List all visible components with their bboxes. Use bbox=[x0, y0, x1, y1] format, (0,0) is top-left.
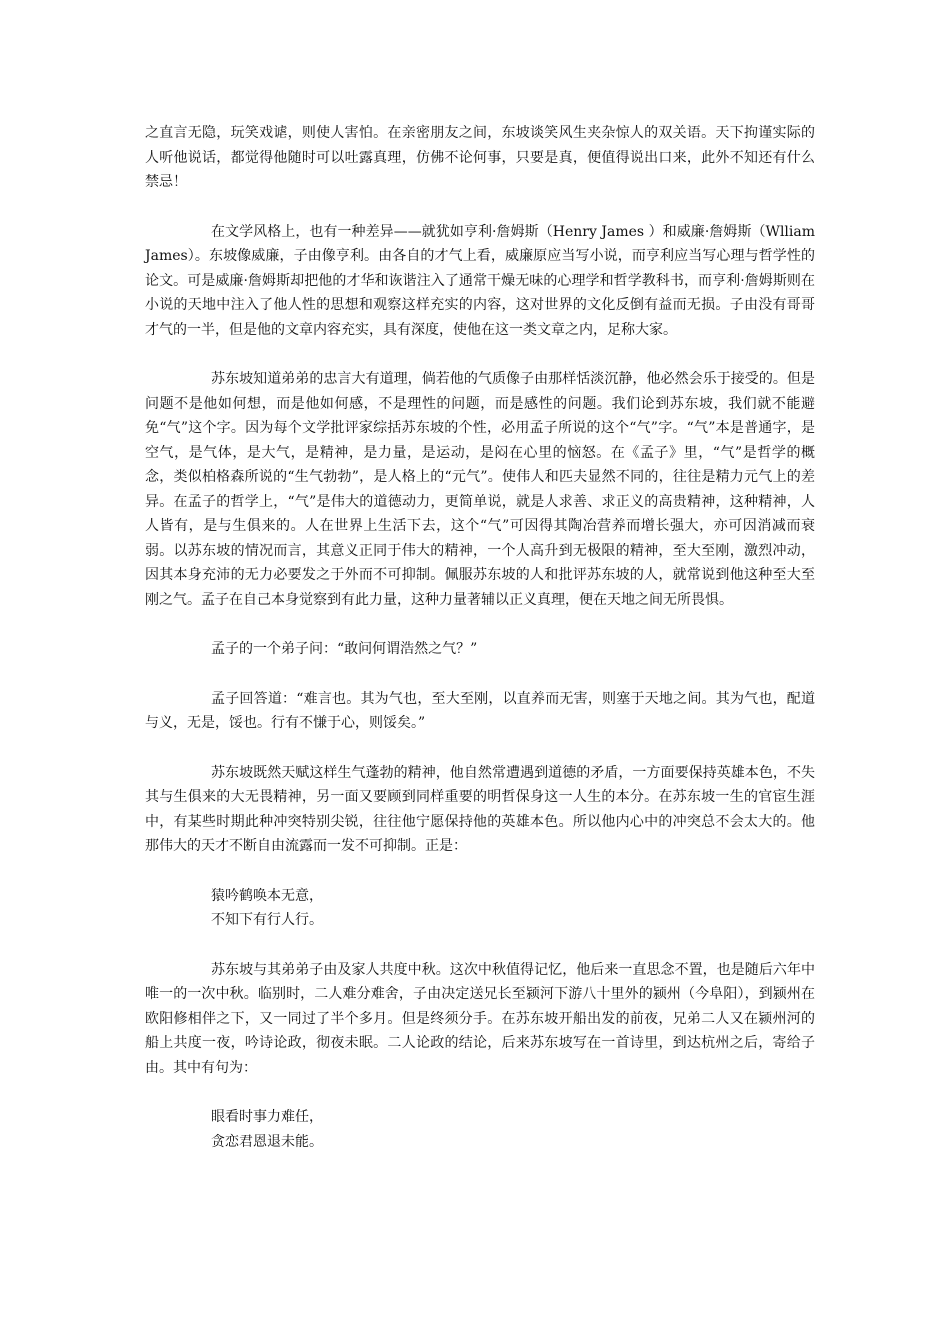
poem-1-line-1: 猿吟鹤唤本无意， bbox=[211, 887, 323, 904]
paragraph-2: 在文学风格上，也有一种差异——就犹如亨利·詹姆斯（Henry James ）和威廉·詹姆斯（Wlliam James）。东坡像威廉，子由像亨利。由各自的才气上看，威廉原应当写小说，而亨利应当写心理与哲学性的论文。可是威廉·詹姆斯却把他的才华和诙谐注入了通常干燥无味的心理学和哲学教科书，而亨利·詹姆斯则在小说的天地中注入了他人性的思想和观察这样充实的内容，这对世界的文化反倒有益而无损。子由没有哥哥才气的一半，但是他的文章内容充实，具有深度，使他在这一类文章之内，足称大家。 bbox=[145, 223, 815, 338]
poem-2-line-2: 贪恋君恩退未能。 bbox=[211, 1133, 323, 1150]
paragraph-1: 之直言无隐，玩笑戏谑，则使人害怕。在亲密朋友之间，东坡谈笑风生夹杂惊人的双关语。天下拘谨实际的人听他说话，都觉得他随时可以吐露真理，仿佛不论何事，只要是真，便值得说出口来，此外不知还有什么禁忌！ bbox=[145, 125, 815, 190]
paragraph-3: 苏东坡知道弟弟的忠言大有道理，倘若他的气质像子由那样恬淡沉静，他必然会乐于接受的。但是问题不是他如何想，而是他如何感，不是理性的问题，而是感性的问题。我们论到苏东坡，我们就不能避免“气”这个字。因为每个文学批评家综括苏东坡的个性，必用孟子所说的这个“气”字。“气”本是普通字，是空气，是气体，是大气，是精神，是力量，是运动，是闷在心里的恼怒。在《孟子》里，“气”是哲学的概念，类似柏格森所说的“生气勃勃”，是人格上的“元气”。使伟人和匹夫显然不同的，往往是精力元气上的差异。在孟子的哲学上，“气”是伟大的道德动力，更简单说，就是人求善、求正义的高贵精神，这种精神，人人皆有，是与生俱来的。人在世界上生活下去，这个“气”可因得其陶冶营养而增长强大，亦可因消减而衰弱。以苏东坡的情况而言，其意义正同于伟大的精神，一个人高升到无极限的精神，至大至刚，激烈冲动，因其本身充沛的无力必要发之于外而不可抑制。佩服苏东坡的人和批评苏东坡的人，就常说到他这种至大至刚之气。孟子在自己本身觉察到有此力量，这种力量著辅以正义真理，便在天地之间无所畏惧。 bbox=[145, 371, 815, 608]
paragraph-4: 孟子的一个弟子问：“敢问何谓浩然之气？” bbox=[211, 641, 478, 657]
poem-1 bbox=[211, 884, 815, 933]
poem-2 bbox=[211, 1105, 815, 1154]
poem-1-line-2: 不知下有行人行。 bbox=[211, 912, 323, 928]
document-page bbox=[145, 121, 815, 1154]
paragraph-6: 苏东坡既然天赋这样生气蓬勃的精神，他自然常遭遇到道德的矛盾，一方面要保持英雄本色，不失其与生俱来的大无畏精神，另一面又要顾到同样重要的明哲保身这一人生的本分。在苏东坡一生的官宦生涯中，有某些时期此种冲突特别尖锐，往往他宁愿保持他的英雄本色。所以他内心中的冲突总不会太大的。他那伟大的天才不断自由流露而一发不可抑制。正是： bbox=[145, 764, 815, 854]
paragraph-5: 孟子回答道：“难言也。其为气也，至大至刚，以直养而无害，则塞于天地之间。其为气也，配道与义，无是，馁也。行有不慊于心，则馁矣。” bbox=[145, 690, 815, 731]
poem-2-line-1: 眼看时事力难任， bbox=[211, 1109, 323, 1125]
paragraph-7: 苏东坡与其弟弟子由及家人共度中秋。这次中秋值得记忆，他后来一直思念不置，也是随后六年中唯一的一次中秋。临别时，二人难分难舍，子由决定送兄长至颍河下游八十里外的颍州（今阜阳），到颍州在欧阳修相伴之下，又一同过了半个多月。但是终须分手。在苏东坡开船出发的前夜，兄弟二人又在颍州河的船上共度一夜，吟诗论政，彻夜未眠。二人论政的结论，后来苏东坡写在一首诗里，到达杭州之后，寄给子由。其中有句为： bbox=[145, 961, 815, 1076]
